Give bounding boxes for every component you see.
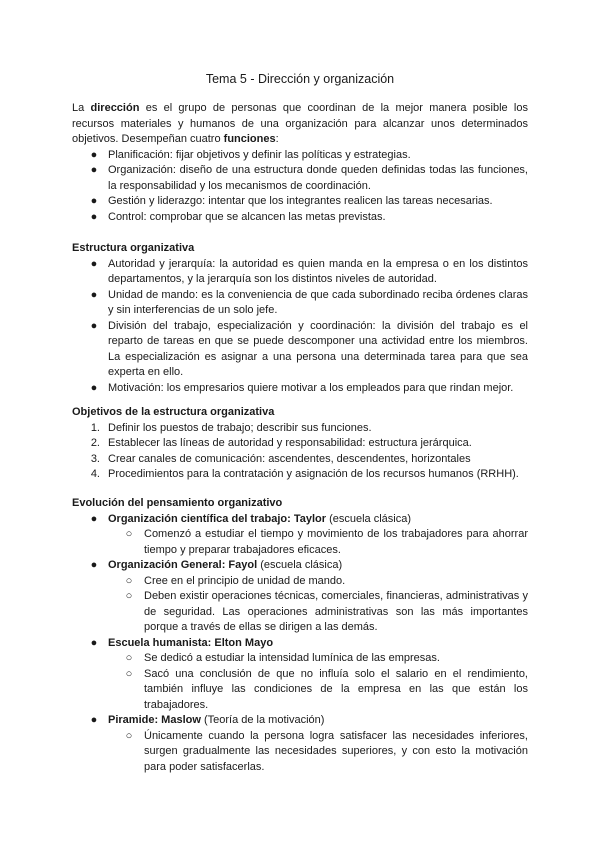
- list-number: 4.: [90, 468, 100, 480]
- list-number: 1.: [90, 421, 100, 434]
- bullet-icon: ●: [90, 210, 98, 223]
- bullet-icon: ●: [90, 636, 98, 649]
- intro-paragraph: [72, 101, 528, 148]
- sub-item: ○ Únicamente cuando la persona logra satisfacer las necesidades inferiores, surgen gradualmente las necesidades superiores, y con esto la motivación para poder satisfacerlas.: [72, 729, 528, 776]
- intro-text-start: La: [72, 102, 91, 114]
- list-item: ● Motivación: los empresarios quiere motivar a los empleados para que rindan mejor.: [72, 381, 528, 397]
- section-heading: Evolución del pensamiento organizativo: [72, 497, 283, 509]
- functions-list: [72, 148, 528, 226]
- school-item-taylor: ● Organización científica del trabajo: Taylor (escuela clásica): [72, 512, 528, 528]
- list-item: 2. Establecer las líneas de autoridad y responsabilidad: estructura jerárquica.: [72, 436, 528, 452]
- section-heading: Objetivos de la estructura organizativa: [72, 406, 275, 418]
- bullet-icon: ●: [90, 164, 98, 176]
- bullet-icon: ●: [90, 381, 98, 394]
- circle-bullet-icon: ○: [125, 667, 133, 680]
- intro-section: [72, 101, 528, 225]
- circle-bullet-icon: ○: [125, 528, 133, 540]
- bullet-icon: ●: [90, 559, 98, 571]
- list-item: ● Unidad de mando: es la conveniencia de que cada subordinado reciba órdenes claras y sin interferencias de un solo jefe.: [72, 288, 528, 319]
- objetivos-section: [72, 405, 528, 483]
- evolucion-section: [72, 496, 528, 775]
- list-number: 2.: [90, 437, 100, 449]
- sub-item: ○ Se dedicó a estudiar la intensidad lumínica de las empresas.: [72, 651, 528, 667]
- estructura-section: [72, 241, 528, 396]
- school-item-mayo: ● Escuela humanista: Elton Mayo: [72, 636, 528, 652]
- list-item: ● Gestión y liderazgo: intentar que los integrantes realicen las tareas necesarias.: [72, 194, 528, 210]
- circle-bullet-icon: ○: [125, 652, 133, 664]
- bullet-icon: ●: [90, 195, 98, 207]
- list-item: ● División del trabajo, especialización y coordinación: la división del trabajo es el reparto de tareas en que se puede descomponer una actividad entre los miembros. La especialización es asignar a una persona una determinada tarea para que sea experta en ello.: [72, 319, 528, 381]
- intro-text-end: :: [275, 133, 279, 145]
- circle-bullet-icon: ○: [125, 574, 133, 587]
- list-item: ● Organización: diseño de una estructura donde queden definidas todas las funciones, la responsabilidad y los mecanismos de coordinación.: [72, 163, 528, 194]
- page-title: Tema 5 - Dirección y organización: [205, 72, 395, 86]
- list-item: ● Control: comprobar que se alcancen las metas previstas.: [72, 210, 528, 226]
- list-item: ● Planificación: fijar objetivos y definir las políticas y estrategias.: [72, 148, 528, 164]
- sub-item: ○ Sacó una conclusión de que no influía solo el salario en el rendimiento, también influye las condiciones de la empresa en las que están los trabajadores.: [72, 667, 528, 714]
- circle-bullet-icon: ○: [125, 729, 133, 742]
- section-heading: Estructura organizativa: [72, 242, 195, 254]
- list-item: 3. Crear canales de comunicación: ascendentes, descendentes, horizontales: [72, 452, 528, 468]
- bullet-icon: ●: [90, 319, 98, 332]
- bullet-icon: ●: [90, 257, 98, 270]
- school-item-maslow: ● Piramide: Maslow (Teoría de la motivación): [72, 713, 528, 729]
- sub-item: ○ Cree en el principio de unidad de mando.: [72, 574, 528, 590]
- list-item: 1. Definir los puestos de trabajo; describir sus funciones.: [72, 421, 528, 437]
- school-item-fayol: ● Organización General: Fayol (escuela clásica): [72, 558, 528, 574]
- intro-bold-funciones: funciones: [223, 133, 276, 145]
- intro-text-middle: es el grupo de personas que coordinan de la mejor manera posible los recursos materiales y humanos de una organización para alcanzar unos determinados objetivos. Desempeñan cuatro: [72, 102, 528, 145]
- sub-item: ○ Deben existir operaciones técnicas, comerciales, financieras, administrativas y de seguridad. Las operaciones administrativas son las más importantes porque a través de ellas se dirigen a las demás.: [72, 589, 528, 636]
- estructura-list: [72, 257, 528, 397]
- circle-bullet-icon: ○: [125, 590, 133, 602]
- bullet-icon: ●: [90, 512, 98, 525]
- bullet-icon: ●: [90, 714, 98, 726]
- list-number: 3.: [90, 452, 100, 465]
- list-item: ● Autoridad y jerarquía: la autoridad es quien manda en la empresa o en los distintos departamentos, y la jerarquía son los distintos niveles de autoridad.: [72, 257, 528, 288]
- intro-bold-direccion: dirección: [90, 102, 140, 114]
- objetivos-list: [72, 421, 528, 483]
- bullet-icon: ●: [90, 148, 98, 161]
- list-item: 4. Procedimientos para la contratación y asignación de los recursos humanos (RRHH).: [72, 467, 528, 483]
- sub-item: ○ Comenzó a estudiar el tiempo y movimiento de los trabajadores para ahorrar tiempo y preparar trabajadores eficaces.: [72, 527, 528, 558]
- bullet-icon: ●: [90, 288, 98, 301]
